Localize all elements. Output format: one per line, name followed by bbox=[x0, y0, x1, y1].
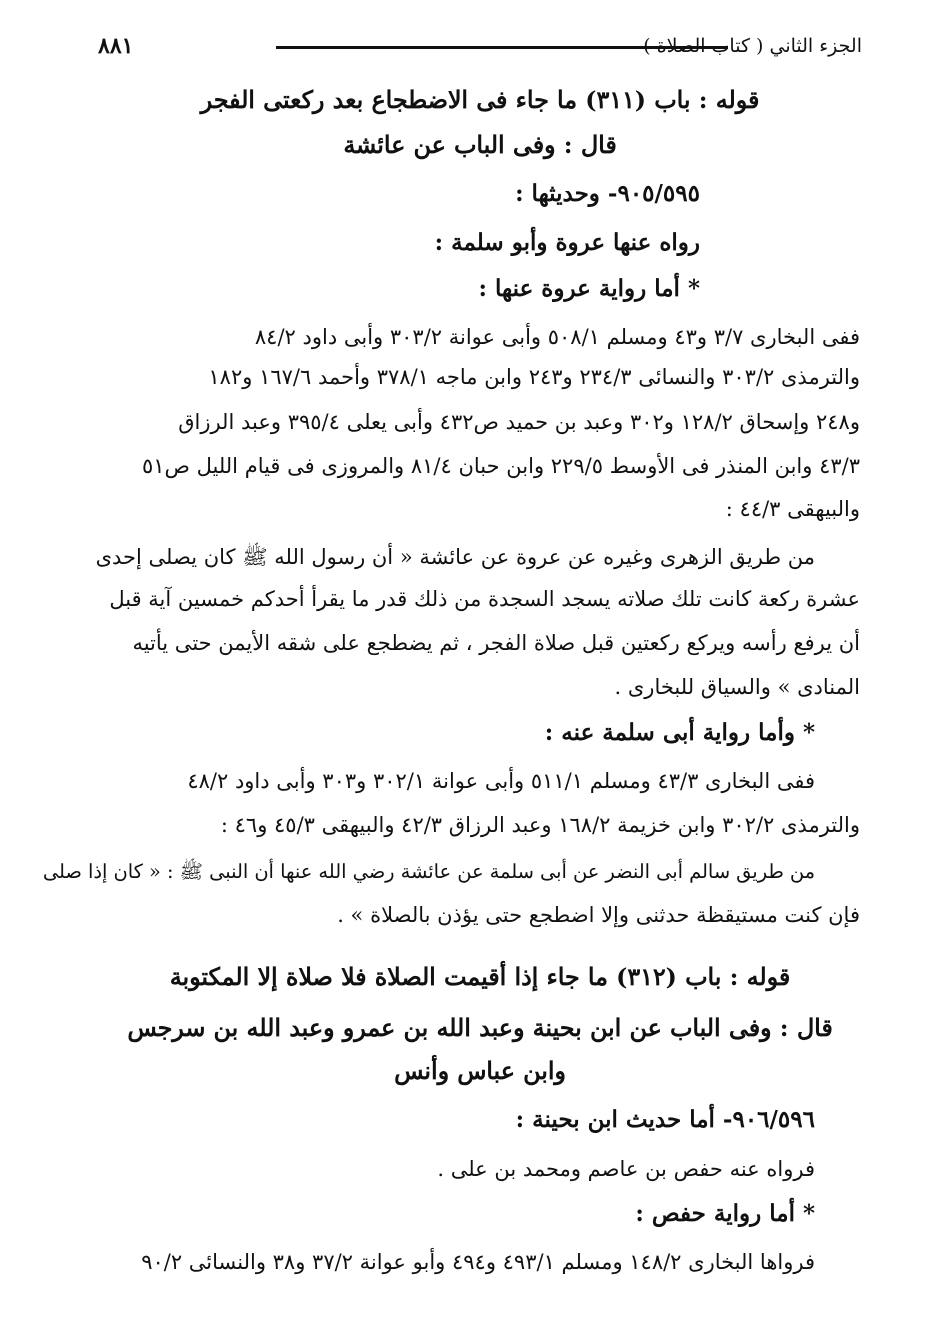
chapter-heading: قوله : باب (٣١٢) ما جاء إذا أقيمت الصلاة فلا صلاة إلا المكتوبة bbox=[169, 963, 791, 991]
text-line: من طريق الزهرى وغيره عن عروة عن عائشة « أن رسول الله ﷺ كان يصلى إحدى bbox=[95, 545, 815, 569]
narrators-line: رواه عنها عروة وأبو سلمة : bbox=[434, 229, 700, 256]
text-line: المنادى » والسياق للبخارى . bbox=[614, 675, 860, 699]
text-line: والترمذى ٣٠٣/٢ والنسائى ٢٣٤/٣ و٢٤٣ وابن ماجه ٣٧٨/١ وأحمد ١٦٧/٦ و١٨٢ bbox=[208, 365, 860, 389]
text-line: فرواها البخارى ١٤٨/٢ ومسلم ٤٩٣/١ و٤٩٤ وأبو عوانة ٣٧/٢ و٣٨ والنسائى ٩٠/٢ bbox=[141, 1250, 815, 1274]
chapter-heading: قوله : باب (٣١١) ما جاء فى الاضطجاع بعد ركعتى الفجر bbox=[200, 86, 760, 114]
section-heading: * أما رواية عروة عنها : bbox=[478, 275, 700, 302]
page-number: ٨٨١ bbox=[98, 33, 134, 59]
running-header bbox=[98, 30, 862, 62]
text-line: والترمذى ٣٠٢/٢ وابن خزيمة ١٦٨/٢ وعبد الرزاق ٤٢/٣ والبيهقى ٤٥/٣ و٤٦ : bbox=[220, 813, 860, 837]
chapter-subheading: قال : وفى الباب عن ابن بحينة وعبد الله بن عمرو وعبد الله بن سرجس bbox=[127, 1014, 833, 1042]
text-line: ففى البخارى ٣/٧ و٤٣ ومسلم ٥٠٨/١ وأبى عوانة ٣٠٣/٢ وأبى داود ٨٤/٢ bbox=[254, 325, 860, 349]
text-line: أن يرفع رأسه ويركع ركعتين قبل صلاة الفجر ، ثم يضطجع على شقه الأيمن حتى يأتيه bbox=[132, 631, 860, 655]
text-line: فإن كنت مستيقظة حدثنى وإلا اضطجع حتى يؤذن بالصلاة » . bbox=[337, 903, 860, 927]
chapter-subheading: قال : وفى الباب عن عائشة bbox=[343, 131, 617, 159]
text-line: و٢٤٨ وإسحاق ١٢٨/٢ و٣٠٢ وعبد بن حميد ص٤٣٢ وأبى يعلى ٣٩٥/٤ وعبد الرزاق bbox=[178, 410, 860, 434]
text-line: والبيهقى ٤٤/٣ : bbox=[725, 497, 860, 521]
hadith-number: ٩٠٥/٥٩٥- وحديثها : bbox=[515, 180, 700, 207]
text-line: عشرة ركعة كانت تلك صلاته يسجد السجدة من ذلك قدر ما يقرأ أحدكم خمسين آية قبل bbox=[109, 587, 860, 611]
running-title: الجزء الثاني ( كتاب الصلاة ) bbox=[643, 35, 862, 57]
hadith-number: ٩٠٦/٥٩٦- أما حديث ابن بحينة : bbox=[515, 1106, 815, 1133]
text-line: ٤٣/٣ وابن المنذر فى الأوسط ٢٢٩/٥ وابن حبان ٨١/٤ والمروزى فى قيام الليل ص٥١ bbox=[141, 454, 860, 478]
section-heading: * وأما رواية أبى سلمة عنه : bbox=[544, 719, 815, 746]
chapter-subheading-cont: وابن عباس وأنس bbox=[394, 1057, 566, 1085]
text-line: فرواه عنه حفص بن عاصم ومحمد بن على . bbox=[437, 1157, 815, 1181]
text-line: ففى البخارى ٤٣/٣ ومسلم ٥١١/١ وأبى عوانة ٣٠٢/١ و٣٠٣ وأبى داود ٤٨/٢ bbox=[187, 769, 815, 793]
section-heading: * أما رواية حفص : bbox=[635, 1200, 815, 1227]
text-line: من طريق سالم أبى النضر عن أبى سلمة عن عائشة رضي الله عنها أن النبى ﷺ : « كان إذا صلى bbox=[42, 860, 815, 883]
